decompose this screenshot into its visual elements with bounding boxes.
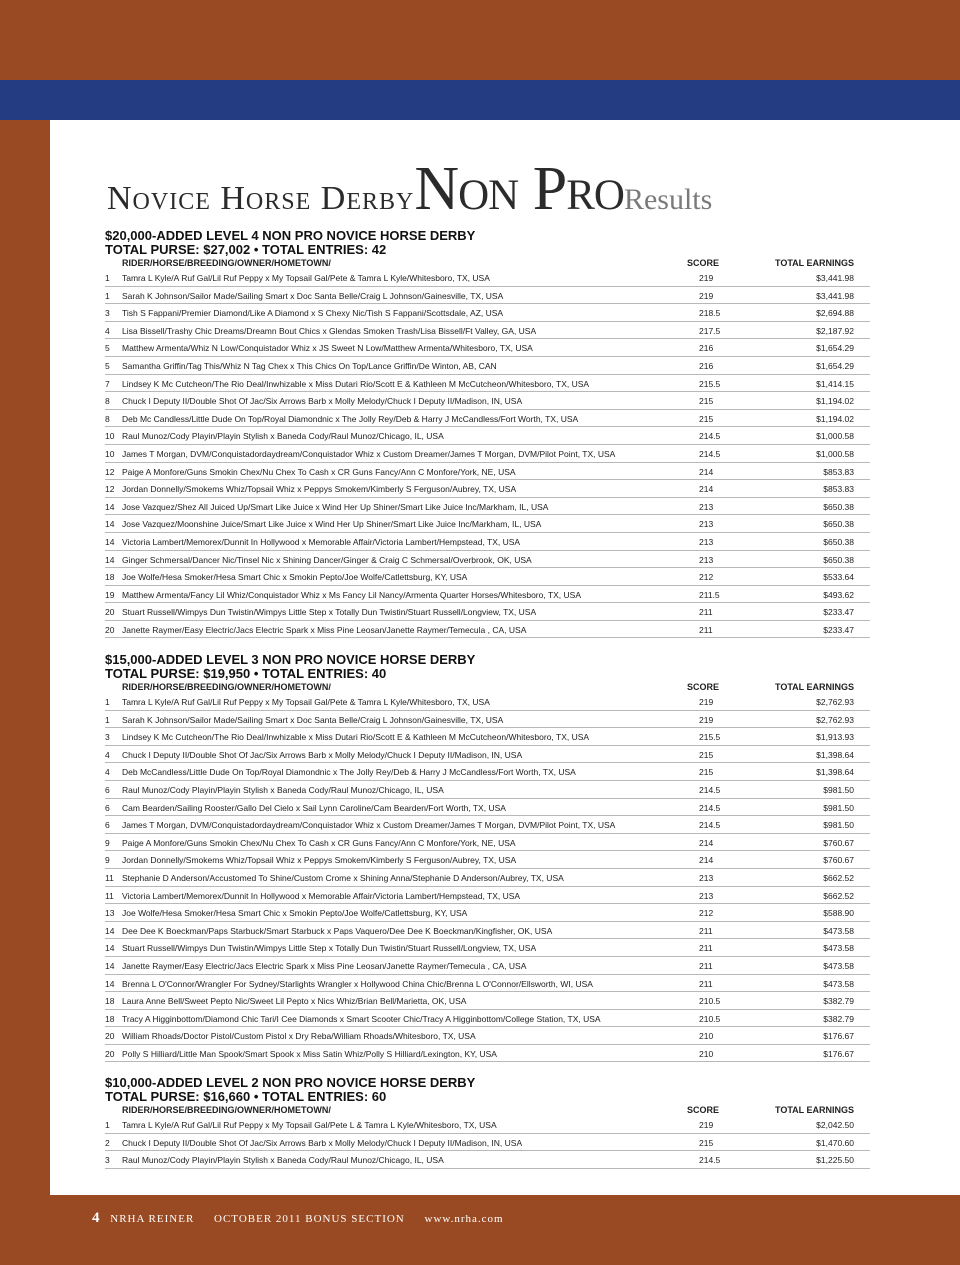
earnings-cell: $473.58	[823, 960, 854, 971]
placing-cell: 1	[105, 1120, 110, 1130]
placing-cell: 20	[105, 1048, 115, 1059]
earnings-cell: $493.62	[823, 589, 854, 600]
rider-cell: Sarah K Johnson/Sailor Made/Sailing Smart x Doc Santa Belle/Craig L Johnson/Gainesville, TX, USA	[122, 714, 504, 725]
score-cell: 211	[699, 960, 713, 971]
earnings-cell: $473.58	[823, 943, 854, 954]
rider-cell: Jose Vazquez/Moonshine Juice/Smart Like Juice x Wind Her Up Shiner/Smart Like Juice Inc/Markham, IL, USA	[122, 519, 542, 530]
rider-cell: Sarah K Johnson/Sailor Made/Sailing Smart x Doc Santa Belle/Craig L Johnson/Gainesville, TX, USA	[122, 290, 504, 301]
placing-cell: 4	[105, 749, 110, 760]
earnings-cell: $473.58	[823, 925, 854, 936]
earnings-cell: $650.38	[823, 536, 854, 547]
score-cell: 215.5	[699, 378, 721, 389]
score-cell: 214	[699, 466, 714, 477]
score-cell: 219	[699, 714, 714, 725]
placing-cell: 5	[105, 360, 110, 371]
score-cell: 215	[699, 1137, 714, 1148]
rider-cell: Deb McCandless/Little Dude On Top/Royal Diamondnic x The Jolly Rey/Deb & Harry J McCandless/Fort Worth, TX, USA	[122, 767, 576, 778]
earnings-cell: $1,913.93	[816, 732, 854, 743]
section-title: $20,000-ADDED LEVEL 4 NON PRO NOVICE HORSE DERBY	[105, 228, 476, 243]
table-row	[105, 603, 870, 621]
placing-cell: 8	[105, 413, 110, 424]
score-cell: 214	[699, 837, 714, 848]
rider-cell: Deb Mc Candless/Little Dude On Top/Royal Diamondnic x The Jolly Rey/Deb & Harry J McCandless/Fort Worth, TX, USA	[122, 413, 579, 424]
earnings-cell: $1,194.02	[816, 396, 854, 407]
earnings-cell: $533.64	[823, 572, 854, 583]
title-main: Non Pro	[414, 155, 624, 223]
results-section-level-4	[105, 228, 870, 638]
results-section-level-2	[105, 1075, 870, 1169]
earnings-cell: $2,762.93	[816, 714, 854, 725]
table-row	[105, 357, 870, 375]
earnings-cell: $1,398.64	[816, 749, 854, 760]
earnings-cell: $2,042.50	[816, 1120, 854, 1130]
earnings-cell: $853.83	[823, 484, 854, 495]
earnings-cell: $1,654.29	[816, 343, 854, 354]
placing-cell: 11	[105, 890, 114, 901]
table-row	[105, 763, 870, 781]
table-row	[105, 304, 870, 322]
placing-cell: 18	[105, 996, 115, 1007]
rider-cell: Polly S Hilliard/Little Man Spook/Smart Spook x Miss Satin Whiz/Polly S Hilliard/Lexington, KY, USA	[122, 1048, 497, 1059]
table-row	[105, 975, 870, 993]
rider-cell: Tamra L Kyle/A Ruf Gal/Lil Ruf Peppy x My Topsail Gal/Pete & Tamra L Kyle/Whitesboro, TX, USA	[122, 273, 490, 283]
score-cell: 215	[699, 767, 714, 778]
rider-cell: Dee Dee K Boeckman/Paps Starbuck/Smart Starbuck x Paps Vaquero/Dee Dee K Boeckman/Kingfisher, OK, USA	[122, 925, 553, 936]
placing-cell: 3	[105, 732, 110, 743]
rider-cell: Samantha Griffin/Tag This/Whiz N Tag Chex x This Chics On Top/Lance Griffin/De Winton, AB, CAN	[122, 360, 497, 371]
rider-cell: Janette Raymer/Easy Electric/Jacs Electric Spark x Miss Pine Leosan/Janette Raymer/Temecula , CA, USA	[122, 624, 527, 635]
earnings-cell: $1,470.60	[816, 1137, 854, 1148]
rider-cell: Raul Munoz/Cody Playin/Playin Stylish x Baneda Cody/Raul Munoz/Chicago, IL, USA	[122, 1155, 444, 1166]
rider-cell: Ginger Schmersal/Dancer Nic/Tinsel Nic x Shining Dancer/Ginger & Craig C Schmersal/Overbrook, OK, USA	[122, 554, 532, 565]
placing-cell: 7	[105, 378, 110, 389]
earnings-cell: $1,414.15	[816, 378, 854, 389]
earnings-cell: $176.67	[823, 1048, 854, 1059]
placing-cell: 18	[105, 1013, 115, 1024]
website-link[interactable]: www.nrha.com	[424, 1213, 504, 1225]
rider-cell: Tamra L Kyle/A Ruf Gal/Lil Ruf Peppy x My Topsail Gal/Pete L & Tamra L Kyle/Whitesboro, TX, USA	[122, 1120, 497, 1130]
rider-cell: Laura Anne Bell/Sweet Pepto Nic/Sweet Lil Pepto x Nics Whiz/Brian Bell/Marietta, OK, USA	[122, 996, 467, 1007]
placing-cell: 20	[105, 1031, 115, 1042]
rider-cell: Matthew Armenta/Fancy Lil Whiz/Conquistador Whiz x Ms Fancy Lil Nancy/Armenta Quarter Horses/Whitesboro, TX, USA	[122, 589, 581, 600]
rider-cell: Chuck I Deputy II/Double Shot Of Jac/Six Arrows Barb x Molly Melody/Chuck I Deputy II/Madison, IN, USA	[122, 396, 523, 407]
placing-cell: 8	[105, 396, 110, 407]
title-suffix: Results	[623, 183, 713, 216]
earnings-cell: $1,654.29	[816, 360, 854, 371]
earnings-cell: $981.50	[823, 802, 854, 813]
section-subtitle: TOTAL PURSE: $19,950 • TOTAL ENTRIES: 40	[105, 666, 387, 681]
score-cell: 213	[699, 536, 714, 547]
score-cell: 212	[699, 908, 714, 919]
table-row	[105, 533, 870, 551]
table-row	[105, 1151, 870, 1169]
score-cell: 210.5	[699, 996, 721, 1007]
placing-cell: 4	[105, 325, 110, 336]
column-header-row	[105, 257, 870, 269]
score-cell: 213	[699, 872, 714, 883]
placing-cell: 3	[105, 1155, 110, 1166]
score-cell: 210.5	[699, 1013, 721, 1024]
table-row	[105, 1045, 870, 1063]
score-cell: 215	[699, 749, 714, 760]
table-row	[105, 887, 870, 905]
publication-name: NRHA REINER	[110, 1213, 195, 1225]
score-cell: 210	[699, 1048, 714, 1059]
score-cell: 215.5	[699, 732, 721, 743]
placing-cell: 14	[105, 554, 115, 565]
score-cell: 215	[699, 413, 714, 424]
earnings-cell: $1,194.02	[816, 413, 854, 424]
rider-cell: Joe Wolfe/Hesa Smoker/Hesa Smart Chic x Smokin Pepto/Joe Wolfe/Catlettsburg, KY, USA	[122, 908, 468, 919]
earnings-cell: $382.79	[823, 1013, 854, 1024]
score-cell: 211.5	[699, 589, 720, 600]
score-cell: 215	[699, 396, 714, 407]
rider-cell: James T Morgan, DVM/Conquistadordaydream/Conquistador Whiz x Custom Dreamer/James T Morgan, DVM/Pilot Point, TX, USA	[122, 448, 616, 459]
placing-cell: 1	[105, 273, 110, 283]
column-header-score: SCORE	[687, 258, 720, 268]
score-cell: 211	[699, 607, 713, 618]
placing-cell: 6	[105, 802, 110, 813]
placing-cell: 14	[105, 925, 115, 936]
earnings-cell: $760.67	[823, 855, 854, 866]
score-cell: 219	[699, 1120, 714, 1130]
placing-cell: 6	[105, 820, 110, 831]
rider-cell: Raul Munoz/Cody Playin/Playin Stylish x Baneda Cody/Raul Munoz/Chicago, IL, USA	[122, 784, 444, 795]
earnings-cell: $473.58	[823, 978, 854, 989]
table-row	[105, 869, 870, 887]
placing-cell: 14	[105, 978, 115, 989]
section-subtitle: TOTAL PURSE: $16,660 • TOTAL ENTRIES: 60	[105, 1089, 387, 1104]
table-row	[105, 269, 870, 287]
rider-cell: Stephanie D Anderson/Accustomed To Shine/Custom Crome x Shining Anna/Stephanie D Anderson/Aubrey, TX, USA	[122, 872, 564, 883]
earnings-cell: $662.52	[823, 872, 854, 883]
table-row	[105, 922, 870, 940]
table-row	[105, 1134, 870, 1152]
score-cell: 214	[699, 484, 714, 495]
rider-cell: Tamra L Kyle/A Ruf Gal/Lil Ruf Peppy x My Topsail Gal/Pete & Tamra L Kyle/Whitesboro, TX, USA	[122, 697, 490, 707]
score-cell: 214	[699, 855, 714, 866]
section-title: $15,000-ADDED LEVEL 3 NON PRO NOVICE HORSE DERBY	[105, 652, 476, 667]
rider-cell: Paige A Monfore/Guns Smokin Chex/Nu Chex To Cash x CR Guns Fancy/Ann C Monfore/York, NE, USA	[122, 466, 516, 477]
score-cell: 211	[699, 943, 713, 954]
placing-cell: 19	[105, 589, 115, 600]
earnings-cell: $981.50	[823, 820, 854, 831]
rider-cell: Jose Vazquez/Shez All Juiced Up/Smart Like Juice x Wind Her Up Shiner/Smart Like Juice Inc/Markham, IL, USA	[122, 501, 549, 512]
table-row	[105, 287, 870, 305]
table-row	[105, 427, 870, 445]
score-cell: 213	[699, 519, 714, 530]
column-header-earnings: TOTAL EARNINGS	[774, 258, 854, 268]
results-table	[105, 1116, 870, 1169]
table-row	[105, 939, 870, 957]
table-row	[105, 816, 870, 834]
table-row	[105, 728, 870, 746]
rider-cell: Stuart Russell/Wimpys Dun Twistin/Wimpys Little Step x Totally Dun Twistin/Stuart Russell/Longview, TX, USA	[122, 943, 537, 954]
earnings-cell: $853.83	[823, 466, 854, 477]
score-cell: 216	[699, 360, 714, 371]
score-cell: 210	[699, 1031, 714, 1042]
earnings-cell: $1,225.50	[816, 1155, 854, 1166]
page-number: 4	[92, 1210, 101, 1226]
rider-cell: Tish S Fappani/Premier Diamond/Like A Diamond x S Chexy Nic/Tish S Fappani/Scottsdale, AZ, USA	[122, 308, 504, 319]
earnings-cell: $382.79	[823, 996, 854, 1007]
score-cell: 219	[699, 290, 714, 301]
top-border	[0, 0, 960, 80]
rider-cell: Lindsey K Mc Cutcheon/The Rio Deal/Inwhizable x Miss Dutari Rio/Scott E & Kathleen M McCutcheon/Whitesboro, TX, USA	[122, 732, 590, 743]
table-row	[105, 551, 870, 569]
table-row	[105, 746, 870, 764]
table-row	[105, 904, 870, 922]
placing-cell: 1	[105, 697, 110, 707]
rider-cell: Cam Bearden/Sailing Rooster/Gallo Del Cielo x Sail Lynn Caroline/Cam Bearden/Fort Worth, TX, USA	[122, 802, 506, 813]
rider-cell: Paige A Monfore/Guns Smokin Chex/Nu Chex To Cash x CR Guns Fancy/Ann C Monfore/York, NE, USA	[122, 837, 516, 848]
rider-cell: Lisa Bissell/Trashy Chic Dreams/Dreamn Bout Chics x Glendas Smoken Trash/Lisa Bissell/Ft Valley, GA, USA	[122, 325, 537, 336]
column-header-earnings: TOTAL EARNINGS	[774, 1105, 854, 1115]
earnings-cell: $2,762.93	[816, 697, 854, 707]
score-cell: 211	[699, 925, 713, 936]
earnings-cell: $760.67	[823, 837, 854, 848]
column-header-row	[105, 681, 870, 693]
table-row	[105, 568, 870, 586]
table-row	[105, 322, 870, 340]
header-band	[0, 80, 960, 120]
placing-cell: 10	[105, 431, 115, 442]
rider-cell: Chuck I Deputy II/Double Shot Of Jac/Six Arrows Barb x Molly Melody/Chuck I Deputy II/Madison, IN, USA	[122, 1137, 523, 1148]
score-cell: 211	[699, 978, 713, 989]
score-cell: 213	[699, 501, 714, 512]
table-row	[105, 498, 870, 516]
score-cell: 214.5	[699, 784, 721, 795]
placing-cell: 1	[105, 290, 110, 301]
rider-cell: Jordan Donnelly/Smokems Whiz/Topsail Whiz x Peppys Smokem/Kimberly S Ferguson/Aubrey, TX, USA	[122, 855, 517, 866]
placing-cell: 14	[105, 519, 115, 530]
results-table	[105, 269, 870, 638]
earnings-cell: $650.38	[823, 501, 854, 512]
table-row	[105, 515, 870, 533]
earnings-cell: $233.47	[823, 624, 854, 635]
page-footer	[92, 1210, 504, 1227]
column-header-rider: RIDER/HORSE/BREEDING/OWNER/HOMETOWN/	[122, 1105, 331, 1115]
score-cell: 218.5	[699, 308, 721, 319]
table-row	[105, 1027, 870, 1045]
column-header-rider: RIDER/HORSE/BREEDING/OWNER/HOMETOWN/	[122, 682, 331, 692]
rider-cell: Brenna L O'Connor/Wrangler For Sydney/Starlights Wrangler x Hollywood China Chic/Brenna L O'Connor/Ellsworth, WI, USA	[122, 978, 593, 989]
earnings-cell: $3,441.98	[816, 273, 854, 283]
issue-label: OCTOBER 2011 BONUS SECTION	[214, 1213, 405, 1225]
rider-cell: Tracy A Higginbottom/Diamond Chic Tari/I Cee Diamonds x Smart Scooter Chic/Tracy A Higginbottom/College Station, TX, USA	[122, 1013, 601, 1024]
placing-cell: 9	[105, 837, 110, 848]
score-cell: 211	[699, 624, 713, 635]
score-cell: 212	[699, 572, 714, 583]
table-row	[105, 463, 870, 481]
earnings-cell: $650.38	[823, 519, 854, 530]
score-cell: 214.5	[699, 431, 721, 442]
placing-cell: 2	[105, 1137, 110, 1148]
earnings-cell: $1,000.58	[816, 431, 854, 442]
earnings-cell: $176.67	[823, 1031, 854, 1042]
table-row	[105, 339, 870, 357]
earnings-cell: $3,441.98	[816, 290, 854, 301]
table-row	[105, 1010, 870, 1028]
rider-cell: Victoria Lambert/Memorex/Dunnit In Hollywood x Memorable Affair/Victoria Lambert/Hempstead, TX, USA	[122, 890, 521, 901]
table-row	[105, 410, 870, 428]
table-row	[105, 957, 870, 975]
score-cell: 213	[699, 554, 714, 565]
table-row	[105, 851, 870, 869]
score-cell: 214.5	[699, 448, 721, 459]
earnings-cell: $2,187.92	[816, 325, 854, 336]
title-prefix: Novice Horse Derby	[107, 180, 415, 217]
score-cell: 214.5	[699, 820, 721, 831]
table-row	[105, 480, 870, 498]
placing-cell: 13	[105, 908, 115, 919]
table-row	[105, 586, 870, 604]
score-cell: 217.5	[699, 325, 721, 336]
table-row	[105, 445, 870, 463]
placing-cell: 11	[105, 872, 114, 883]
rider-cell: Janette Raymer/Easy Electric/Jacs Electric Spark x Miss Pine Leosan/Janette Raymer/Temecula , CA, USA	[122, 960, 527, 971]
rider-cell: Stuart Russell/Wimpys Dun Twistin/Wimpys Little Step x Totally Dun Twistin/Stuart Russell/Longview, TX, USA	[122, 607, 537, 618]
table-row	[105, 834, 870, 852]
rider-cell: Jordan Donnelly/Smokems Whiz/Topsail Whiz x Peppys Smokem/Kimberly S Ferguson/Aubrey, TX, USA	[122, 484, 517, 495]
placing-cell: 5	[105, 343, 110, 354]
score-cell: 219	[699, 697, 714, 707]
placing-cell: 10	[105, 448, 115, 459]
placing-cell: 12	[105, 484, 115, 495]
score-cell: 216	[699, 343, 714, 354]
rider-cell: Lindsey K Mc Cutcheon/The Rio Deal/Inwhizable x Miss Dutari Rio/Scott E & Kathleen M McCutcheon/Whitesboro, TX, USA	[122, 378, 590, 389]
rider-cell: Chuck I Deputy II/Double Shot Of Jac/Six Arrows Barb x Molly Melody/Chuck I Deputy II/Madison, IN, USA	[122, 749, 523, 760]
table-row	[105, 799, 870, 817]
table-row	[105, 711, 870, 729]
rider-cell: Matthew Armenta/Whiz N Low/Conquistador Whiz x JS Sweet N Low/Matthew Armenta/Whitesboro, TX, USA	[122, 343, 533, 354]
table-row	[105, 992, 870, 1010]
column-header-rider: RIDER/HORSE/BREEDING/OWNER/HOMETOWN/	[122, 258, 331, 268]
score-cell: 214.5	[699, 1155, 721, 1166]
earnings-cell: $233.47	[823, 607, 854, 618]
earnings-cell: $650.38	[823, 554, 854, 565]
results-table	[105, 693, 870, 1062]
table-row	[105, 375, 870, 393]
placing-cell: 14	[105, 943, 115, 954]
earnings-cell: $981.50	[823, 784, 854, 795]
column-header-earnings: TOTAL EARNINGS	[774, 682, 854, 692]
placing-cell: 1	[105, 714, 110, 725]
results-section-level-3	[105, 652, 870, 1062]
rider-cell: Raul Munoz/Cody Playin/Playin Stylish x Baneda Cody/Raul Munoz/Chicago, IL, USA	[122, 431, 444, 442]
placing-cell: 6	[105, 784, 110, 795]
placing-cell: 18	[105, 572, 115, 583]
table-row	[105, 392, 870, 410]
section-title: $10,000-ADDED LEVEL 2 NON PRO NOVICE HORSE DERBY	[105, 1075, 476, 1090]
score-cell: 214.5	[699, 802, 721, 813]
placing-cell: 20	[105, 624, 115, 635]
score-cell: 219	[699, 273, 714, 283]
earnings-cell: $588.90	[823, 908, 854, 919]
column-header-score: SCORE	[687, 682, 720, 692]
placing-cell: 14	[105, 960, 115, 971]
placing-cell: 14	[105, 501, 115, 512]
rider-cell: Victoria Lambert/Memorex/Dunnit In Hollywood x Memorable Affair/Victoria Lambert/Hempstead, TX, USA	[122, 536, 521, 547]
column-header-row	[105, 1104, 870, 1116]
column-header-score: SCORE	[687, 1105, 720, 1115]
table-row	[105, 693, 870, 711]
rider-cell: Joe Wolfe/Hesa Smoker/Hesa Smart Chic x Smokin Pepto/Joe Wolfe/Catlettsburg, KY, USA	[122, 572, 468, 583]
earnings-cell: $1,398.64	[816, 767, 854, 778]
earnings-cell: $2,694.88	[816, 308, 854, 319]
score-cell: 213	[699, 890, 714, 901]
placing-cell: 3	[105, 308, 110, 319]
rider-cell: William Rhoads/Doctor Pistol/Custom Pistol x Dry Reba/William Rhoads/Whitesboro, TX, USA	[122, 1031, 476, 1042]
page-title	[107, 155, 927, 224]
section-subtitle: TOTAL PURSE: $27,002 • TOTAL ENTRIES: 42	[105, 242, 387, 257]
table-row	[105, 781, 870, 799]
table-row	[105, 621, 870, 639]
placing-cell: 14	[105, 536, 115, 547]
placing-cell: 20	[105, 607, 115, 618]
rider-cell: James T Morgan, DVM/Conquistadordaydream/Conquistador Whiz x Custom Dreamer/James T Morgan, DVM/Pilot Point, TX, USA	[122, 820, 616, 831]
placing-cell: 9	[105, 855, 110, 866]
earnings-cell: $1,000.58	[816, 448, 854, 459]
placing-cell: 4	[105, 767, 110, 778]
placing-cell: 12	[105, 466, 115, 477]
table-row	[105, 1116, 870, 1134]
earnings-cell: $662.52	[823, 890, 854, 901]
